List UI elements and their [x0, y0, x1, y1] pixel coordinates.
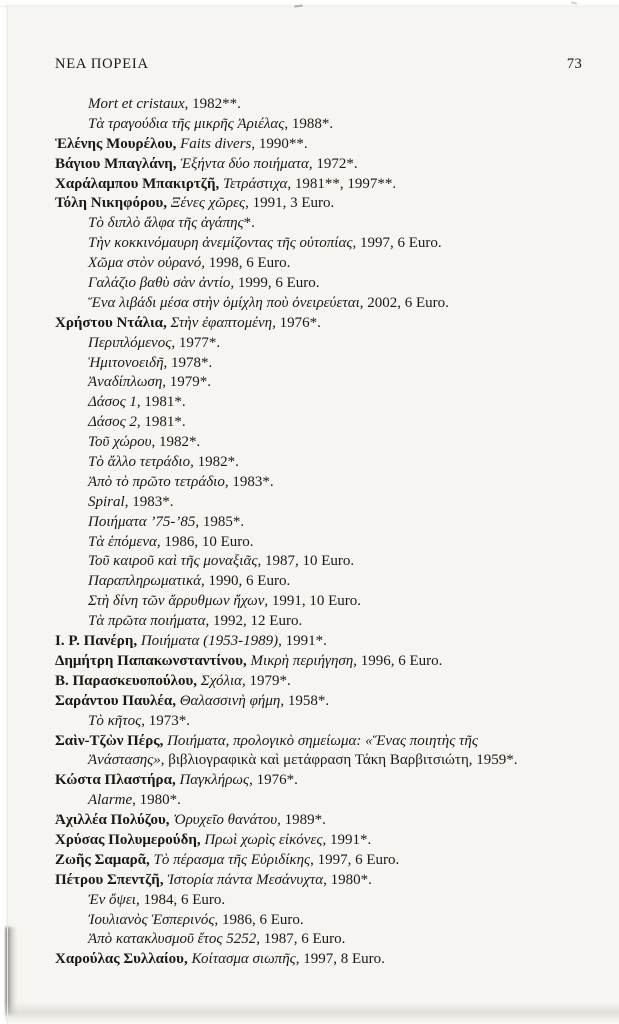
entry-line — [55, 911, 609, 931]
entry-line — [55, 413, 609, 433]
entry-line — [55, 533, 609, 553]
entry-segment-roman: , 1999, 6 Euro. — [230, 275, 320, 292]
entry-segment-roman: , 1991, 10 Euro. — [264, 593, 362, 610]
entry-segment-roman: , 1988*. — [284, 115, 334, 132]
entry-segment-italic: Τοῦ καιροῦ καὶ τῆς μοναξιᾶς — [88, 553, 258, 570]
entry-line — [55, 95, 609, 115]
entry-segment-roman: , 1983*. — [124, 493, 174, 510]
entry-segment-italic: Πρωὶ χωρὶς εἰκόνες — [204, 831, 323, 848]
entry-line — [55, 592, 609, 612]
entry-line — [55, 473, 609, 493]
entry-line — [55, 214, 609, 234]
entry-segment-italic: Ποιήματα (1953-1989) — [140, 633, 279, 650]
entry-line — [55, 712, 609, 732]
entry-segment-italic: Τὴν κοκκινόμαυρη ἀνεμίζοντας τῆς οὐτοπίας — [88, 235, 353, 252]
entry-segment-bold: Χρήστου Ντάλια, — [55, 314, 171, 331]
entry-segment-roman: , 1991, 3 Euro. — [245, 195, 335, 212]
entry-segment-bold: Πέτρου Σπεντζῆ, — [55, 871, 168, 888]
entry-segment-italic: Τὰ ἑπόμενα — [88, 533, 157, 550]
entry-line — [55, 930, 609, 950]
entry-segment-italic: Χῶμα στὸν οὐρανό — [88, 255, 202, 272]
entry-line — [55, 871, 609, 891]
entry-line — [55, 950, 609, 970]
entry-segment-italic: Περιπλόμενος — [88, 334, 172, 351]
entry-segment-roman: *. — [243, 215, 255, 232]
entry-segment-roman: , 1987, 10 Euro. — [257, 553, 355, 570]
entry-segment-roman: , 1990, 6 Euro. — [201, 573, 291, 590]
page-bottom-edge — [0, 1002, 619, 1024]
entry-segment-roman: , 1998, 6 Euro. — [201, 255, 291, 272]
entry-segment-italic: Ἀνάστασης» — [88, 752, 161, 769]
entry-segment-roman: , 1979*. — [242, 672, 291, 689]
entry-line — [55, 135, 609, 155]
entry-segment-italic: Alarme — [88, 792, 133, 809]
entry-segment-roman: , 1978*. — [163, 354, 213, 371]
entry-segment-italic: Mort et cristaux — [88, 96, 185, 112]
entry-segment-bold: Δημήτρη Παπακωνσταντίνου, — [55, 652, 251, 669]
entry-segment-italic: Τὸ διπλὸ ἄλφα τῆς ἀγάπης — [88, 215, 244, 232]
entry-segment-italic: Σχόλια — [200, 672, 243, 689]
entry-segment-roman: , 1981**, 1997**. — [287, 175, 397, 192]
entry-segment-bold: Σαράντου Παυλέα, — [55, 692, 180, 709]
entry-segment-roman: , βιβλιογραφικὰ καὶ μετάφραση Τάκη Βαρβιτσιώτη, 1959*. — [160, 752, 518, 769]
entry-segment-italic: Τὰ τραγούδια τῆς μικρῆς Ἀριέλας — [88, 115, 285, 132]
entry-line — [55, 433, 609, 453]
entry-line — [55, 393, 609, 413]
entry-segment-italic: Τὸ πέρασμα τῆς Εὐριδίκης — [153, 851, 311, 868]
entry-line — [55, 513, 609, 533]
entry-line — [55, 254, 609, 274]
entry-segment-bold: Σαὶν-Τζὼν Πέρς, — [55, 732, 168, 749]
entry-segment-roman: , 1991*. — [322, 831, 372, 848]
entry-line — [55, 373, 609, 393]
entry-segment-roman: , 1985*. — [195, 513, 245, 530]
entry-segment-bold: Χαρούλας Συλλαίου, — [55, 951, 192, 968]
page-number: 73 — [566, 56, 582, 72]
entry-segment-italic: Ποιήματα ’75-’85 — [88, 513, 196, 530]
entry-segment-roman: , 1976*. — [272, 314, 321, 331]
entry-segment-roman: , 1977*. — [171, 334, 221, 351]
entry-segment-italic: Ἀπὸ τὸ πρῶτο τετράδιο — [88, 473, 225, 490]
entry-segment-roman: , 1990**. — [251, 135, 308, 152]
entry-segment-italic: Τὸ ἄλλο τετράδιο — [88, 454, 191, 471]
scan-top-margin — [0, 0, 619, 7]
entry-segment-roman: , 1984, 6 Euro. — [135, 891, 226, 908]
entry-segment-italic: Δάσος 1 — [88, 394, 137, 411]
entry-line — [55, 175, 609, 195]
entry-segment-italic: Κοίτασμα σιωπῆς — [191, 951, 296, 968]
entry-segment-italic: Ξένες χῶρες — [170, 195, 246, 212]
entry-segment-italic: Ποιήματα, προλογικὸ σημείωμα: «Ἕνας ποιητὴς τῆς — [167, 732, 478, 749]
entry-line — [55, 274, 609, 294]
entry-segment-italic: Στὴ δίνη τῶν ἄρρυθμων ἤχων — [88, 593, 265, 610]
entry-segment-roman: , 1997, 6 Euro. — [352, 235, 442, 252]
entry-segment-italic: Ὀρυχεῖο θανάτου — [173, 812, 278, 829]
entry-segment-roman: , 1992, 12 Euro. — [205, 613, 303, 630]
entry-segment-bold: Ζωῆς Σαμαρᾶ, — [55, 851, 154, 868]
page-header — [55, 56, 582, 73]
entry-segment-roman: , 1972*. — [308, 155, 358, 172]
journal-title: ΝΕΑ ΠΟΡΕΙΑ — [55, 56, 149, 72]
entry-segment-bold: Χαράλαμπου Μπακιρτζῆ, — [55, 175, 223, 192]
entry-segment-italic: Γαλάζιο βαθὺ σὰν ἀντίο — [88, 275, 231, 292]
entry-segment-roman: , 1976*. — [249, 772, 298, 789]
entry-segment-roman: , 1986, 10 Euro. — [156, 533, 254, 550]
entry-segment-italic: Θαλασσινὴ φήμη — [179, 692, 281, 709]
entry-segment-roman: , 1987, 6 Euro. — [256, 931, 346, 948]
entry-segment-italic: Τοῦ χώρου — [88, 434, 152, 451]
entry-segment-italic: Τὰ πρῶτα ποιήματα — [88, 613, 206, 630]
entry-segment-bold: Βάγιου Μπαγλάνη, — [55, 155, 181, 172]
entry-segment-roman: , 1982*. — [190, 454, 239, 471]
entry-line — [55, 851, 609, 871]
entry-line — [55, 672, 609, 692]
entry-segment-italic: Ἀναδίπλωση — [88, 374, 163, 391]
entry-line — [55, 115, 609, 135]
entry-segment-bold: Ι. Ρ. Πανέρη, — [55, 633, 141, 650]
entry-segment-italic: Δάσος 2 — [88, 414, 137, 431]
entry-segment-bold: Κώστα Πλαστήρα, — [55, 772, 180, 789]
entry-segment-bold: Ἀχιλλέα Πολύζου, — [55, 812, 174, 829]
entry-segment-italic: Στὴν ἐφαπτομένη — [170, 314, 273, 331]
scan-dust-speck — [204, 168, 207, 170]
entry-segment-roman: , 1997, 6 Euro. — [310, 851, 400, 868]
entry-segment-roman: , 1982*. — [151, 434, 201, 451]
entry-segment-roman: , 1989*. — [277, 812, 326, 829]
entry-line — [55, 194, 609, 214]
entry-segment-italic: Παραπληρωματικά — [88, 573, 202, 590]
entry-line — [55, 453, 609, 473]
entry-segment-roman: , 1958*. — [280, 692, 330, 709]
entry-line — [55, 891, 609, 911]
entry-segment-italic: Faits divers — [180, 135, 252, 152]
entry-line — [55, 751, 609, 771]
entry-line — [55, 334, 609, 354]
entry-line — [55, 294, 609, 314]
entry-line — [55, 354, 609, 374]
entry-line — [55, 612, 609, 632]
entry-segment-roman: , 1996, 6 Euro. — [353, 652, 443, 669]
bibliography-list — [55, 95, 609, 970]
entry-segment-italic: Ἡμιτονοειδῆ — [88, 354, 164, 371]
entry-segment-roman: , 1982**. — [184, 96, 241, 112]
entry-segment-italic: Ἕνα λιβάδι μέσα στὴν ὁμίχλη ποὺ ὀνειρεύεται — [88, 294, 360, 311]
entry-segment-roman: , 1983*. — [224, 473, 274, 490]
entry-line — [55, 831, 609, 851]
entry-segment-italic: Ἐν ὄψει — [88, 891, 136, 908]
entry-segment-bold: Ἑλένης Μουρέλου, — [55, 135, 181, 152]
entry-segment-roman: , 1973*. — [141, 712, 190, 729]
entry-segment-roman: , 1997, 8 Euro. — [295, 951, 385, 968]
entry-segment-italic: Spiral — [88, 493, 125, 510]
entry-segment-italic: Ἱστορία πάντα Μεσάνυχτα — [167, 871, 324, 888]
entry-segment-italic: Ἑξήντα δύο ποιήματα — [180, 155, 309, 172]
entry-segment-italic: Ἀπὸ κατακλυσμοῦ ἔτος 5252 — [88, 931, 257, 948]
entry-line — [55, 652, 609, 672]
entry-line — [55, 234, 609, 254]
entry-segment-roman: , 1980*. — [323, 871, 372, 888]
entry-line — [55, 632, 609, 652]
entry-line — [55, 314, 609, 334]
entry-segment-bold: Χρύσας Πολυμερούδη, — [55, 831, 205, 848]
entry-line — [55, 732, 609, 752]
entry-segment-roman: , 1981*. — [136, 394, 186, 411]
entry-line — [55, 811, 609, 831]
entry-segment-italic: Παγκλήρως — [179, 772, 250, 789]
entry-line — [55, 552, 609, 572]
entry-segment-italic: Τετράστιχα — [222, 175, 288, 192]
entry-segment-roman: , 2002, 6 Euro. — [359, 294, 449, 311]
entry-segment-italic: Τὸ κῆτος — [88, 712, 142, 729]
entry-segment-roman: , 1981*. — [136, 414, 186, 431]
entry-line — [55, 791, 609, 811]
entry-segment-roman: , 1980*. — [132, 792, 181, 809]
scan-left-margin — [0, 0, 8, 1024]
entry-segment-bold: Β. Παρασκευοπούλου, — [55, 672, 201, 689]
entry-segment-italic: Μικρὴ περιήγηση — [250, 652, 354, 669]
entry-line — [55, 155, 609, 175]
entry-segment-italic: Ἰουλιανὸς Ἑσπερινός — [88, 911, 215, 928]
entry-segment-roman: , 1979*. — [162, 374, 212, 391]
entry-line — [55, 692, 609, 712]
scan-dust-speck — [294, 4, 303, 7]
entry-segment-bold: Τόλη Νικηφόρου, — [55, 195, 171, 212]
entry-segment-roman: , 1986, 6 Euro. — [214, 911, 304, 928]
entry-line — [55, 572, 609, 592]
entry-segment-roman: , 1991*. — [278, 633, 327, 650]
entry-line — [55, 771, 609, 791]
entry-line — [55, 493, 609, 513]
